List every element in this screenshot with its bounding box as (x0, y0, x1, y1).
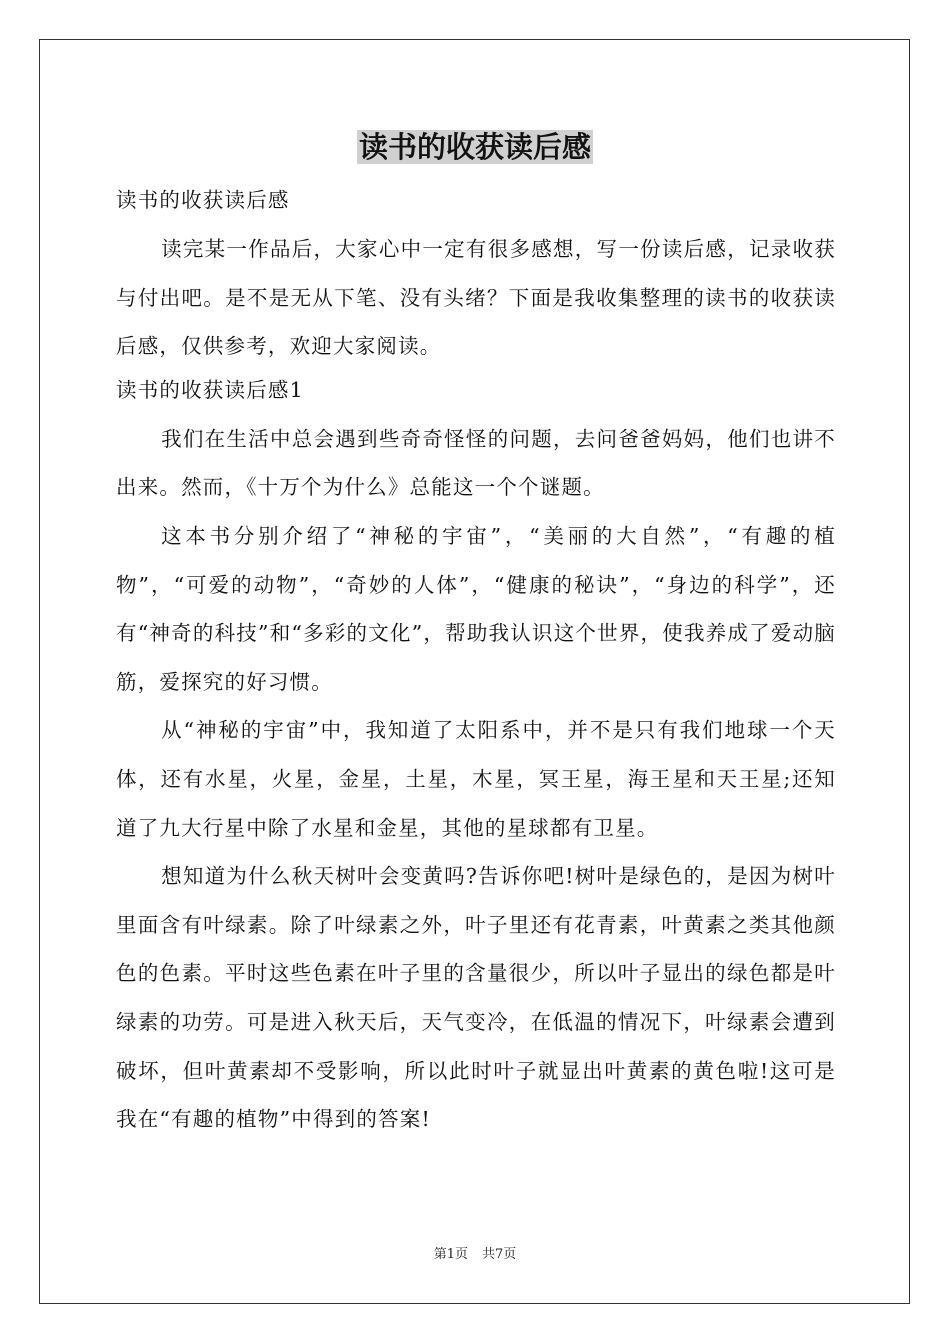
document-title (0, 127, 950, 167)
body-paragraph: 这本书分别介绍了“神秘的宇宙”，“美丽的大自然”，“有趣的植物”，“可爱的动物”，“奇妙的人体”，“健康的秘诀”，“身边的科学”，还有“神奇的科技”和“多彩的文化”，帮助我认识这个世界，使我养成了爱动脑筋，爱探究的好习惯。 (116, 523, 836, 694)
page-total: 共7页 (482, 1247, 517, 1262)
body-paragraph: 想知道为什么秋天树叶会变黄吗?告诉你吧!树叶是绿色的，是因为树叶里面含有叶绿素。除了叶绿素之外，叶子里还有花青素，叶黄素之类其他颜色的色素。平时这些色素在叶子里的含量很少，所以叶子显出的绿色都是叶绿素的功劳。可是进入秋天后，天气变冷，在低温的情况下，叶绿素会遭到破坏，但叶黄素却不受影响，所以此时叶子就显出叶黄素的黄色啦!这可是我在“有趣的植物”中得到的答案! (116, 864, 836, 1132)
document-title-text: 读书的收获读后感 (358, 130, 591, 164)
subtitle-line: 读书的收获读后感 (116, 188, 290, 212)
body-paragraph: 我们在生活中总会遇到些奇奇怪怪的问题，去问爸爸妈妈，他们也讲不出来。然而，《十万个为什么》总能这一个个谜题。 (116, 426, 836, 500)
section-heading: 读书的收获读后感1 (116, 377, 304, 402)
body-paragraph: 从“神秘的宇宙”中，我知道了太阳系中，并不是只有我们地球一个天体，还有水星，火星，金星，土星，木星，冥王星，海王星和天王星;还知道了九大行星中除了水星和金星，其他的星球都有卫星。 (116, 718, 836, 840)
page-number: 第1页 (433, 1247, 468, 1262)
intro-paragraph: 读完某一作品后，大家心中一定有很多感想，写一份读后感，记录收获与付出吧。是不是无从下笔、没有头绪？下面是我收集整理的读书的收获读后感，仅供参考，欢迎大家阅读。 (116, 237, 836, 359)
document-body (116, 181, 836, 1144)
page-footer (0, 1245, 950, 1265)
